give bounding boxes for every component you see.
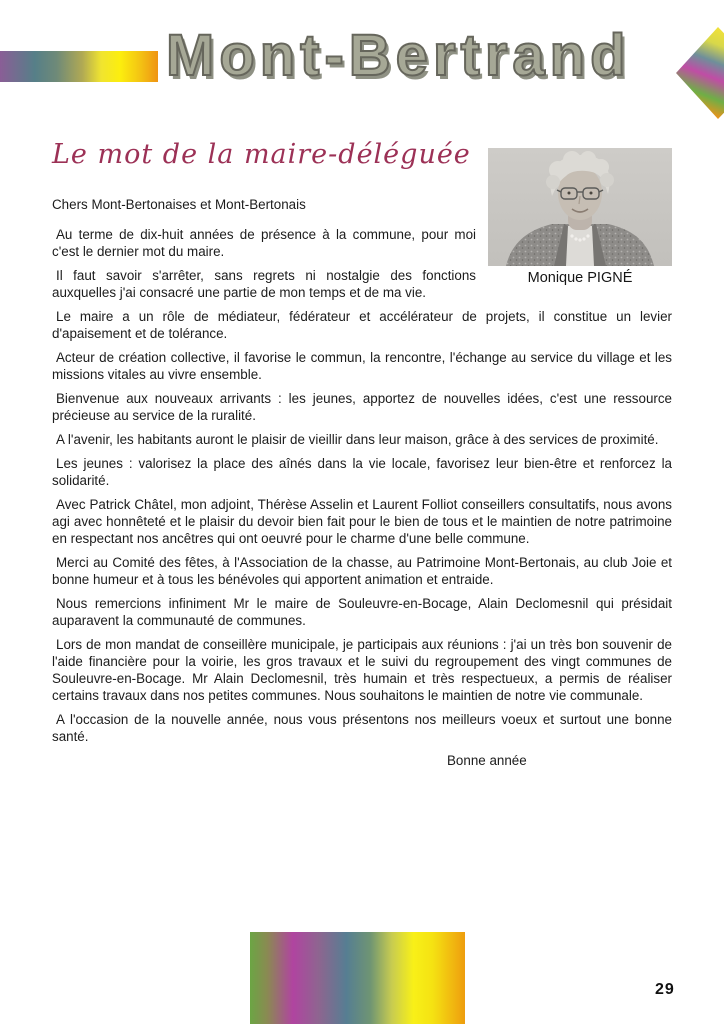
paragraph-5: Bienvenue aux nouveaux arrivants : les jeunes, apportez de nouvelles idées, c'est une ressource précieuse au service de la ruralité.: [52, 391, 672, 424]
mayor-portrait-figure: [488, 148, 672, 287]
page-number: 29: [655, 981, 675, 998]
paragraph-6: A l'avenir, les habitants auront le plaisir de vieillir dans leur maison, grâce à des services de proximité.: [56, 432, 659, 448]
salutation-line: Chers Mont-Bertonaises et Mont-Bertonais: [52, 197, 306, 212]
article-heading: Le mot de la maire-déléguée: [52, 139, 471, 170]
paragraph-3: Le maire a un rôle de médiateur, fédérateur et accélérateur de projets, il constitue un levier d'apaisement et de tolérance.: [52, 309, 672, 342]
paragraph-1: Au terme de dix-huit années de présence à la commune, pour moi c'est le dernier mot du maire.: [52, 227, 476, 260]
paragraph-2: Il faut savoir s'arrêter, sans regrets ni nostalgie des fonctions auxquelles j'ai consacré une partie de mon temps et de ma vie.: [52, 268, 476, 301]
photo-caption: Monique PIGNÉ: [527, 270, 633, 286]
closing-line: Bonne année: [447, 753, 527, 769]
paragraph-11: Lors de mon mandat de conseillère municipale, je participais aux réunions : j'ai un très bon souvenir de l'aide financière pour la voirie, les gros travaux et le suivi du regroupement des vingt communes de Souleuvre-en-Bocage. Mr Alain Declomesnil, très humain et très respectueux, a permis de réaliser certains travaux dans nos petites communes. Nous souhaitons le maintien de notre vie communale.: [52, 637, 672, 704]
article-content: [0, 138, 724, 769]
mayor-portrait-photo: [488, 148, 672, 266]
paragraph-12: A l'occasion de la nouvelle année, nous vous présentons nos meilleurs voeux et surtout une bonne santé.: [52, 712, 672, 745]
masthead-title: Mont-Bertrand: [166, 23, 631, 88]
paragraph-8: Avec Patrick Châtel, mon adjoint, Thérèse Asselin et Laurent Folliot conseillers consultatifs, nous avons agi avec honnêteté et le plaisir du devoir bien fait pour le bien de tous et le maintien de notre patrimoine en respectant nos ancêtres qui ont oeuvré pour le charme d'une belle commune.: [52, 497, 672, 547]
paragraph-10: Nous remercions infiniment Mr le maire de Souleuvre-en-Bocage, Alain Declomesnil qui présidait auparavent la communauté de communes.: [52, 596, 672, 629]
paragraph-4: Acteur de création collective, il favorise le commun, la rencontre, l'échange au service du village et les missions vitales au vivre ensemble.: [52, 350, 672, 383]
rainbow-bar-top: [0, 51, 158, 82]
rainbow-bar-bottom: [250, 932, 465, 1024]
rainbow-diamond-icon: [672, 24, 724, 127]
paragraph-9: Merci au Comité des fêtes, à l'Association de la chasse, au Patrimoine Mont-Bertonais, au club Joie et bonne humeur et à tous les bénévoles qui apportent animation et entraide.: [52, 555, 672, 588]
paragraph-7: Les jeunes : valorisez la place des aînés dans la vie locale, favorisez leur bien-être et renforcez la solidarité.: [52, 456, 672, 489]
